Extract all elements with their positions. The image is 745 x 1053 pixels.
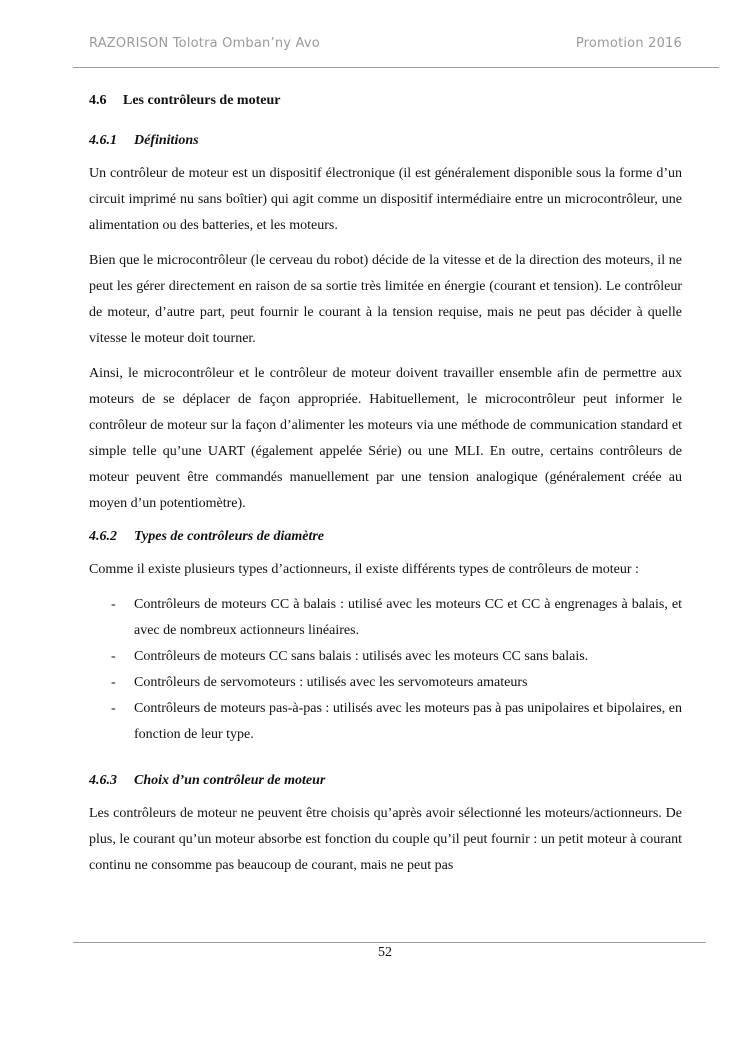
list-bullet: - bbox=[111, 597, 116, 612]
subsection-number: 4.6.2 bbox=[89, 529, 117, 544]
list-item bbox=[89, 644, 682, 670]
list-item-text: Contrôleurs de moteurs pas-à-pas : utilisés avec les moteurs pas à pas unipolaires et bipolaires, en fonction de leur type. bbox=[134, 701, 682, 742]
list-bullet: - bbox=[111, 701, 116, 716]
list-item-text: Contrôleurs de servomoteurs : utilisés avec les servomoteurs amateurs bbox=[134, 675, 528, 690]
list-item bbox=[89, 592, 682, 644]
header-author: RAZORISON Tolotra Omban’ny Avo bbox=[89, 36, 320, 51]
list-item bbox=[89, 670, 682, 696]
footer-divider bbox=[73, 942, 706, 943]
header-promotion: Promotion 2016 bbox=[575, 36, 682, 51]
subsection-heading-definitions bbox=[89, 130, 682, 152]
header-divider bbox=[73, 67, 719, 68]
paragraph: Les contrôleurs de moteur ne peuvent être choisis qu’après avoir sélectionné les moteurs/actionneurs. De plus, le courant qu’un moteur absorbe est fonction du couple qu’il peut fournir : un petit moteur à courant continu ne consomme pas beaucoup de courant, mais ne peut pas bbox=[89, 806, 682, 873]
list-item-text: Contrôleurs de moteurs CC à balais : utilisé avec les moteurs CC et CC à engrenages à balais, et avec de nombreux actionneurs linéaires. bbox=[134, 597, 682, 638]
section-heading bbox=[89, 90, 682, 112]
section-number: 4.6 bbox=[89, 93, 107, 108]
list-bullet: - bbox=[111, 649, 116, 664]
subsection-title: Définitions bbox=[134, 133, 199, 148]
running-header bbox=[89, 36, 682, 54]
page-body bbox=[89, 90, 682, 888]
paragraph: Un contrôleur de moteur est un dispositif électronique (il est généralement disponible sous la forme d’un circuit imprimé nu sans boîtier) qui agit comme un dispositif intermédiaire entre un microcontrôleur, une alimentation ou des batteries, et les moteurs. bbox=[89, 166, 682, 233]
controller-types-list bbox=[89, 592, 682, 748]
section-title: Les contrôleurs de moteur bbox=[123, 93, 281, 108]
paragraph: Bien que le microcontrôleur (le cerveau du robot) décide de la vitesse et de la direction des moteurs, il ne peut les gérer directement en raison de sa sortie très limitée en énergie (courant et tension). Le contrôleur de moteur, d’autre part, peut fournir le courant à la tension requise, mais ne peut pas décider à quelle vitesse le moteur doit tourner. bbox=[89, 253, 682, 346]
subsection-number: 4.6.3 bbox=[89, 773, 117, 788]
paragraph: Comme il existe plusieurs types d’actionneurs, il existe différents types de contrôleurs de moteur : bbox=[89, 562, 639, 577]
subsection-heading-choice bbox=[89, 770, 682, 792]
list-item bbox=[89, 696, 682, 748]
subsection-number: 4.6.1 bbox=[89, 133, 117, 148]
subsection-title: Choix d’un contrôleur de moteur bbox=[134, 773, 326, 788]
list-item-text: Contrôleurs de moteurs CC sans balais : utilisés avec les moteurs CC sans balais. bbox=[134, 649, 589, 664]
subsection-heading-types bbox=[89, 526, 682, 548]
spacer bbox=[89, 748, 682, 770]
subsection-title: Types de contrôleurs de diamètre bbox=[134, 529, 325, 544]
paragraph: Ainsi, le microcontrôleur et le contrôleur de moteur doivent travailler ensemble afin de permettre aux moteurs de se déplacer de façon appropriée. Habituellement, le microcontrôleur peut informer le contrôleur de moteur sur la façon d’alimenter les moteurs via une méthode de communication standard et simple telle qu’une UART (également appelée Série) ou une MLI. En outre, certains contrôleurs de moteur peuvent être commandés manuellement par une tension analogique (généralement créée au moyen d’un potentiomètre). bbox=[89, 366, 682, 511]
list-bullet: - bbox=[111, 675, 116, 690]
page-number: 52 bbox=[378, 945, 392, 960]
